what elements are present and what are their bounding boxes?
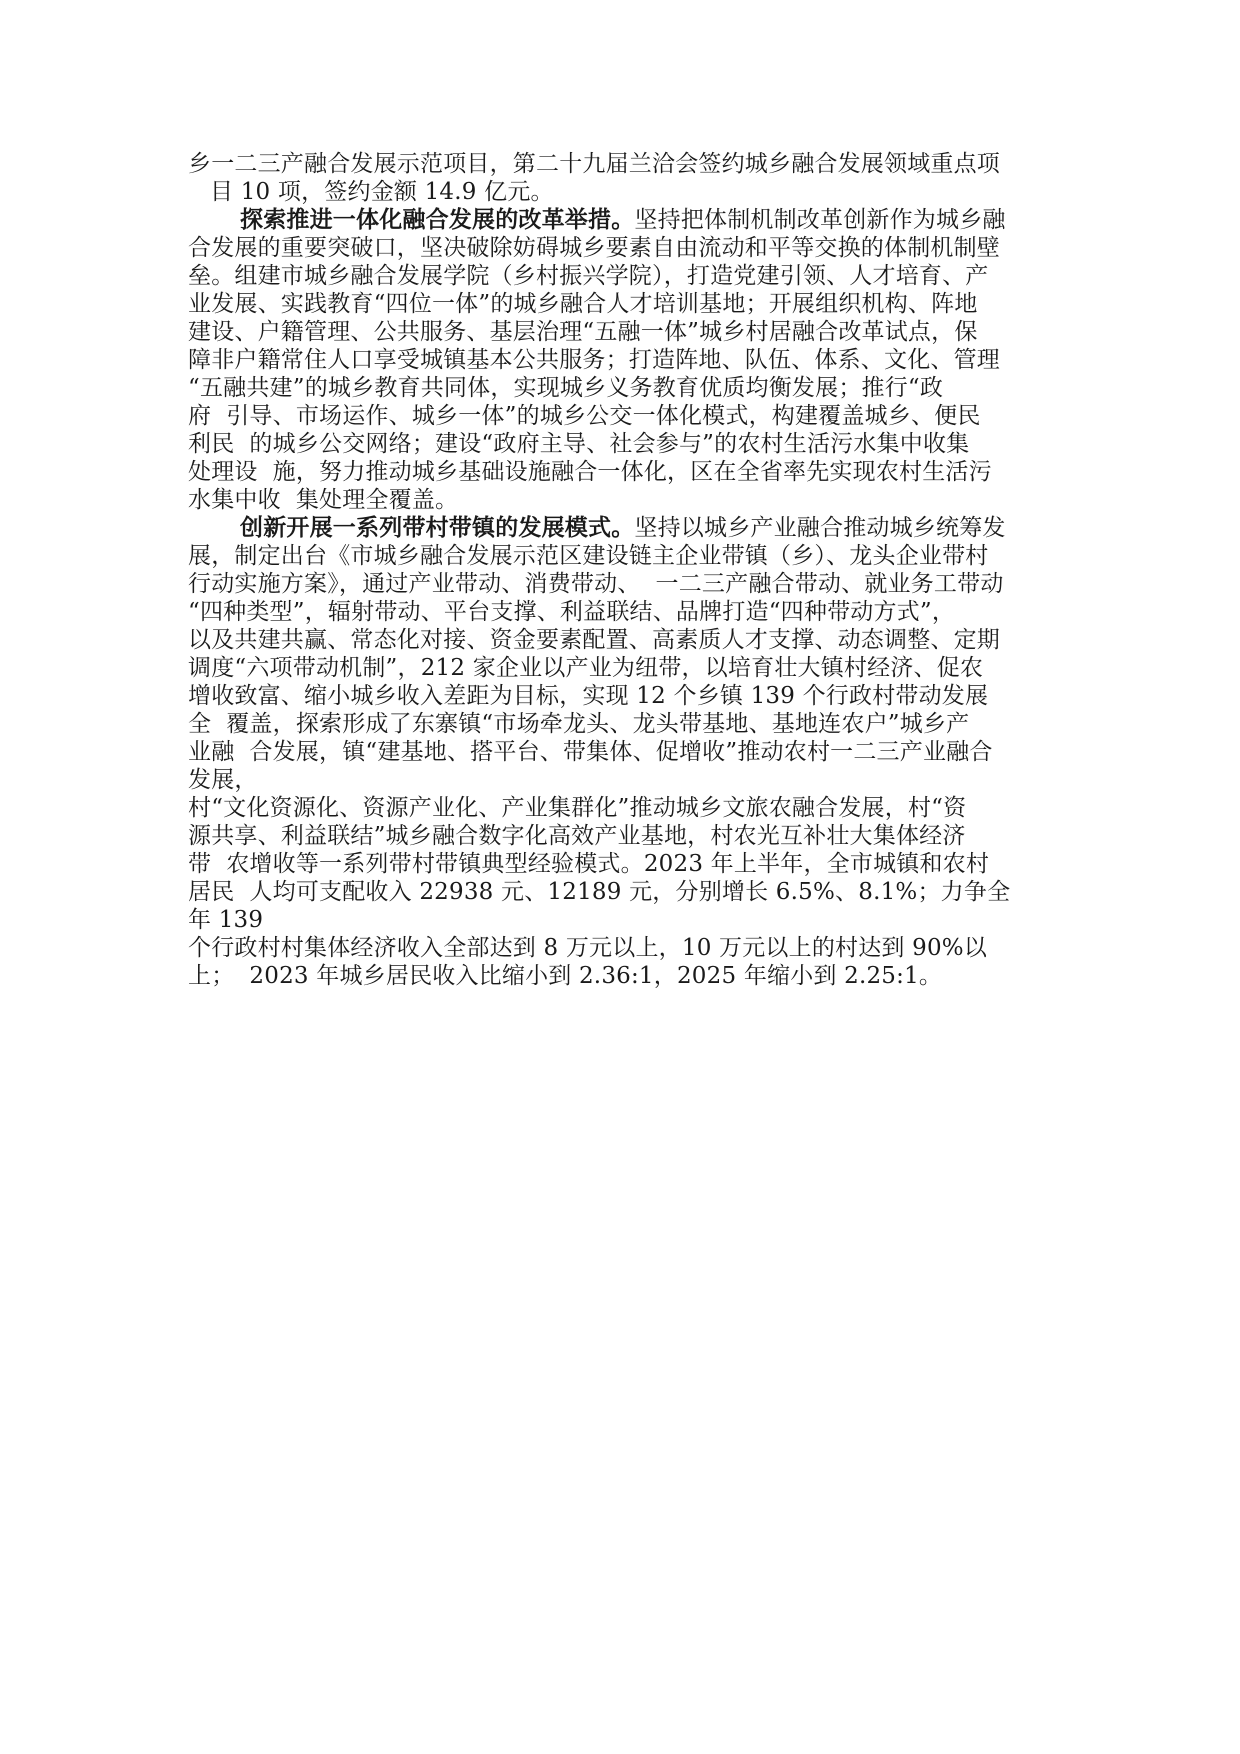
- paragraph-heading: 探索推进一体化融合发展的改革举措。: [240, 206, 635, 233]
- text-line: 业发展、实践教育“四位一体”的城乡融合人才培训基地；开展组织机构、阵地: [188, 291, 978, 317]
- text-line: 以及共建共赢、常态化对接、资金要素配置、高素质人才支撑、动态调整、定期: [188, 627, 1000, 653]
- paragraph-first-line: [188, 514, 1058, 542]
- text-line: 调度“六项带动机制”，212 家企业以产业为纽带，以培育壮大镇村经济、促农: [188, 655, 984, 681]
- paragraph-first-text: 坚持把体制机制改革创新作为城乡融: [634, 207, 1006, 233]
- text-line: “五融共建”的城乡教育共同体，实现城乡义务教育优质均衡发展；推行“政: [188, 375, 944, 401]
- text-line: 展，制定出台《市城乡融合发展示范区建设链主企业带镇（乡）、龙头企业带村: [188, 543, 989, 569]
- text-line: 府 引导、市场运作、城乡一体”的城乡公交一体化模式，构建覆盖城乡、便民: [188, 403, 981, 429]
- text-line: 业融 合发展，镇“建基地、搭平台、带集体、促增收”推动农村一二三产业融合: [188, 739, 993, 765]
- paragraph-3: [188, 514, 1058, 990]
- text-line: 利民 的城乡公交网络；建设“政府主导、社会参与”的农村生活污水集中收集: [188, 431, 970, 457]
- text-line: 处理设 施，努力推动城乡基础设施融合一体化，区在全省率先实现农村生活污: [188, 459, 992, 485]
- paragraph-2: [188, 206, 1058, 514]
- text-line: 发展，: [188, 767, 258, 793]
- paragraph-first-text: 坚持以城乡产业融合推动城乡统筹发: [634, 515, 1006, 541]
- text-line: 带 农增收等一系列带村带镇典型经验模式。2023 年上半年，全市城镇和农村: [188, 851, 990, 877]
- text-line: 行动实施方案》，通过产业带动、消费带动、 一二三产融合带动、就业务工带动: [188, 571, 1004, 597]
- text-line: 村“文化资源化、资源产业化、产业集群化”推动城乡文旅农融合发展，村“资: [188, 795, 967, 821]
- text-line: 增收致富、缩小城乡收入差距为目标，实现 12 个乡镇 139 个行政村带动发展: [188, 683, 989, 709]
- text-line: 水集中收 集处理全覆盖。: [188, 487, 459, 513]
- text-line: 障非户籍常住人口享受城镇基本公共服务；打造阵地、队伍、体系、文化、管理: [188, 347, 1000, 373]
- text-line: 年 139: [188, 907, 264, 933]
- text-line: 居民 人均可支配收入 22938 元、12189 元，分别增长 6.5%、8.1%；力争全: [188, 879, 1011, 905]
- text-line: 目 10 项，签约金额 14.9 亿元。: [210, 179, 554, 205]
- document-body: [188, 150, 1058, 990]
- text-line: 全 覆盖，探索形成了东寨镇“市场牵龙头、龙头带基地、基地连农户”城乡产: [188, 711, 970, 737]
- text-line: 合发展的重要突破口，坚决破除妨碍城乡要素自由流动和平等交换的体制机制壁: [188, 235, 1000, 261]
- text-line: 乡一二三产融合发展示范项目，第二十九届兰洽会签约城乡融合发展领域重点项: [188, 151, 1000, 177]
- text-line: 上； 2023 年城乡居民收入比缩小到 2.36:1，2025 年缩小到 2.25:1。: [188, 963, 943, 989]
- paragraph-heading: 创新开展一系列带村带镇的发展模式。: [240, 514, 635, 541]
- paragraph-1: [188, 150, 1058, 206]
- text-line: “四种类型”，辐射带动、平台支撑、利益联结、品牌打造“四种带动方式”，: [188, 599, 956, 625]
- text-line: 垒。组建市城乡融合发展学院（乡村振兴学院），打造党建引领、人才培育、产: [188, 263, 989, 289]
- text-line: 个行政村村集体经济收入全部达到 8 万元以上，10 万元以上的村达到 90%以: [188, 935, 988, 961]
- text-line: 建设、户籍管理、公共服务、基层治理“五融一体”城乡村居融合改革试点，保: [188, 319, 978, 345]
- paragraph-first-line: [188, 206, 1058, 234]
- text-line: 源共享、利益联结”城乡融合数字化高效产业基地，村农光互补壮大集体经济: [188, 823, 966, 849]
